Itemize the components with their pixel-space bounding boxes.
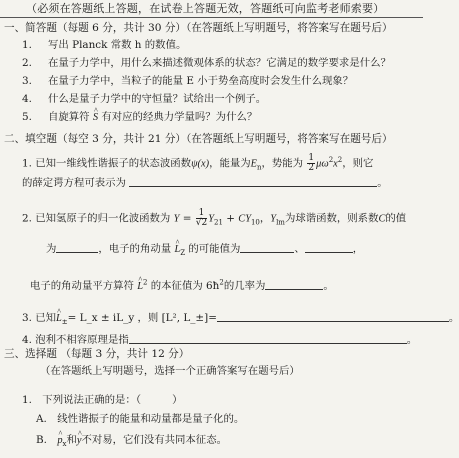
question-text: 在量子力学中，用什么来描述微观体系的状态？它满足的数学要求是什么？ (48, 57, 391, 69)
question-1-2 (22, 57, 391, 70)
L-operator: ^ L (56, 312, 62, 325)
fill-question-1-line-1: 1. 已知一维线性谐振子的状态波函数ψ(x)，能量为$E_n$，势能为 $\frac{1}{2}$ $\mu\omega^2x^2$，则它 (22, 153, 374, 173)
fraction-one-half (307, 154, 315, 173)
question-number: 1. (22, 39, 32, 51)
fraction-denominator: 2 (308, 163, 315, 173)
fill-question-2-line-1 (22, 209, 406, 228)
px-operator: ^ p (57, 434, 62, 447)
potential-x: x (333, 158, 338, 170)
fraction-numerator: 1 (308, 153, 315, 163)
fill-q1-text-d: ，则它 (342, 157, 374, 170)
wavefunction-Y: Y (173, 213, 180, 225)
fill-q2-line3-b: 的本征值为 6ħ (150, 280, 220, 292)
fill-q1-text-b: ，能量为 (209, 157, 251, 170)
fill-q2-text-c: 为球谐函数，则系数 (284, 212, 379, 225)
fill-q2-line3-a: 电子的角动量平方算符 (30, 280, 134, 292)
question-text-pre: 自旋算符 (48, 111, 90, 123)
fill-question-3 (22, 311, 459, 325)
answer-blank[interactable] (56, 242, 98, 253)
answer-blank[interactable] (217, 311, 449, 322)
period: 。 (377, 177, 388, 189)
L2-operator: ^ L (137, 280, 143, 293)
fraction-denominator: √2 (195, 218, 208, 228)
fill-q1-line2-text: 的薛定谔方程可表示为 (22, 177, 126, 189)
fill-q3-rest: = L_x ± iL_y ，则 [L², L_±]= (67, 312, 217, 324)
fill-q2-text-a: 2. 已知氢原子的归一化波函数为 (22, 212, 171, 225)
potential-expr: μω (316, 158, 329, 170)
px-subscript: x (62, 440, 67, 449)
fill-q1-text-c: ，势能为 (261, 157, 304, 170)
coefficient-C-2: C (378, 213, 386, 225)
option-b-label: B. (36, 434, 58, 446)
fill-q2-line2-a: 为 (46, 243, 57, 255)
exam-instructions-header: （必须在答题纸上答题，在试卷上答题无效，答题纸可向监考老师索要） (26, 2, 385, 15)
y-operator: ^ y (77, 434, 82, 447)
fill-q2-text-d: 的值 (385, 212, 407, 225)
question-1-3 (22, 75, 353, 88)
fill-q2-line2-c: 的可能值为 (188, 243, 241, 255)
fill-q3-text-a: 3. 已知 (22, 312, 56, 324)
hbar-superscript: 2 (219, 278, 224, 287)
Y21-symbol: Y (208, 213, 214, 225)
question-number: 4. (22, 93, 32, 105)
choice-question-1-stem: 1. 下列说法正确的是：（ ） (22, 394, 183, 406)
question-number: 3. (22, 75, 32, 87)
section-2-title: 二、填空题（每空 3 分，共计 21 分）（在答题纸上写明题号，将答案写在题号后） (4, 133, 393, 145)
fill-q1-text-a: 1. 已知一维线性谐振子的状态波函数 (22, 157, 192, 170)
choice-option-a[interactable]: A. 线性谐振子的能量和动量都是量子化的。 (36, 413, 245, 425)
plus-sign: + (226, 212, 235, 225)
option-b-mid: 和 (66, 434, 77, 446)
separator: 、 (294, 243, 305, 255)
section-3-title: 三、选择题 （每题 3 分，共计 12 分） (4, 348, 190, 360)
question-text-post: 有对应的经典力学量吗？为什么？ (101, 111, 258, 123)
question-text: 在量子力学中，当粒子的能量 E 小于势垒高度时会发生什么现象？ (48, 75, 354, 87)
wavefunction-symbol: ψ(x) (191, 158, 210, 170)
fill-q2-line3-c: 的几率为 (223, 280, 266, 292)
fill-q2-line2-d: ， (352, 243, 364, 255)
Lz-operator: ^ L (174, 243, 180, 256)
answer-blank[interactable] (305, 242, 353, 253)
L2-superscript: 2 (143, 278, 148, 287)
question-text: 写出 Planck 常数 h 的数值。 (48, 39, 187, 51)
fill-q2-text-b: ， (259, 212, 271, 225)
answer-blank[interactable] (240, 242, 294, 253)
period: 。 (406, 334, 418, 346)
energy-subscript: n (257, 163, 262, 172)
choice-option-b[interactable] (36, 434, 227, 447)
fill-question-2-line-3 (30, 279, 334, 293)
L-pm-subscript: ± (61, 318, 68, 327)
Lz-subscript: Z (180, 249, 186, 258)
answer-blank[interactable] (265, 279, 323, 290)
question-1-4 (22, 93, 266, 106)
answer-blank[interactable] (129, 176, 377, 187)
fill-question-2-line-2 (46, 242, 363, 256)
Ylm-symbol: Y (270, 213, 277, 225)
question-text: 什么是量子力学中的守恒量？试给出一个例子。 (48, 93, 267, 105)
spin-operator-symbol: ^ S (93, 111, 98, 124)
fraction-one-over-root-two (196, 209, 207, 228)
energy-symbol: E (250, 158, 257, 170)
option-b-post: 不对易，它们没有共同本征态。 (81, 434, 227, 446)
section-1-title: 一、简答题（每题 6 分，共计 30 分）（在答题纸上写明题号，将答案写在题号后） (4, 22, 393, 34)
fraction-numerator: 1 (196, 209, 207, 219)
fill-question-1-line-2 (22, 176, 388, 190)
coefficient-C: C (238, 213, 246, 225)
Y21-subscript: 21 (213, 218, 223, 227)
question-number: 2. (22, 57, 32, 69)
section-3-instruction: （在答题纸上写明题号，选择一个正确答案写在题号后） (40, 365, 300, 377)
period: 。 (448, 312, 459, 324)
fill-question-4 (22, 333, 417, 347)
fill-q2-line2-b: ，电子的角动量 (98, 243, 172, 255)
period: 。 (323, 280, 334, 292)
Ylm-subscript: lm (276, 218, 285, 227)
equals-sign: = (182, 212, 192, 225)
Y10-subscript: 10 (250, 218, 260, 227)
question-1-5 (22, 111, 257, 124)
answer-blank[interactable] (129, 333, 407, 344)
Y10-symbol: Y (245, 213, 251, 225)
question-1-1 (22, 39, 186, 52)
header-rule (0, 17, 423, 18)
question-number: 5. (22, 111, 32, 123)
fill-q4-text: 4. 泡利不相容原理是指 (22, 334, 129, 346)
